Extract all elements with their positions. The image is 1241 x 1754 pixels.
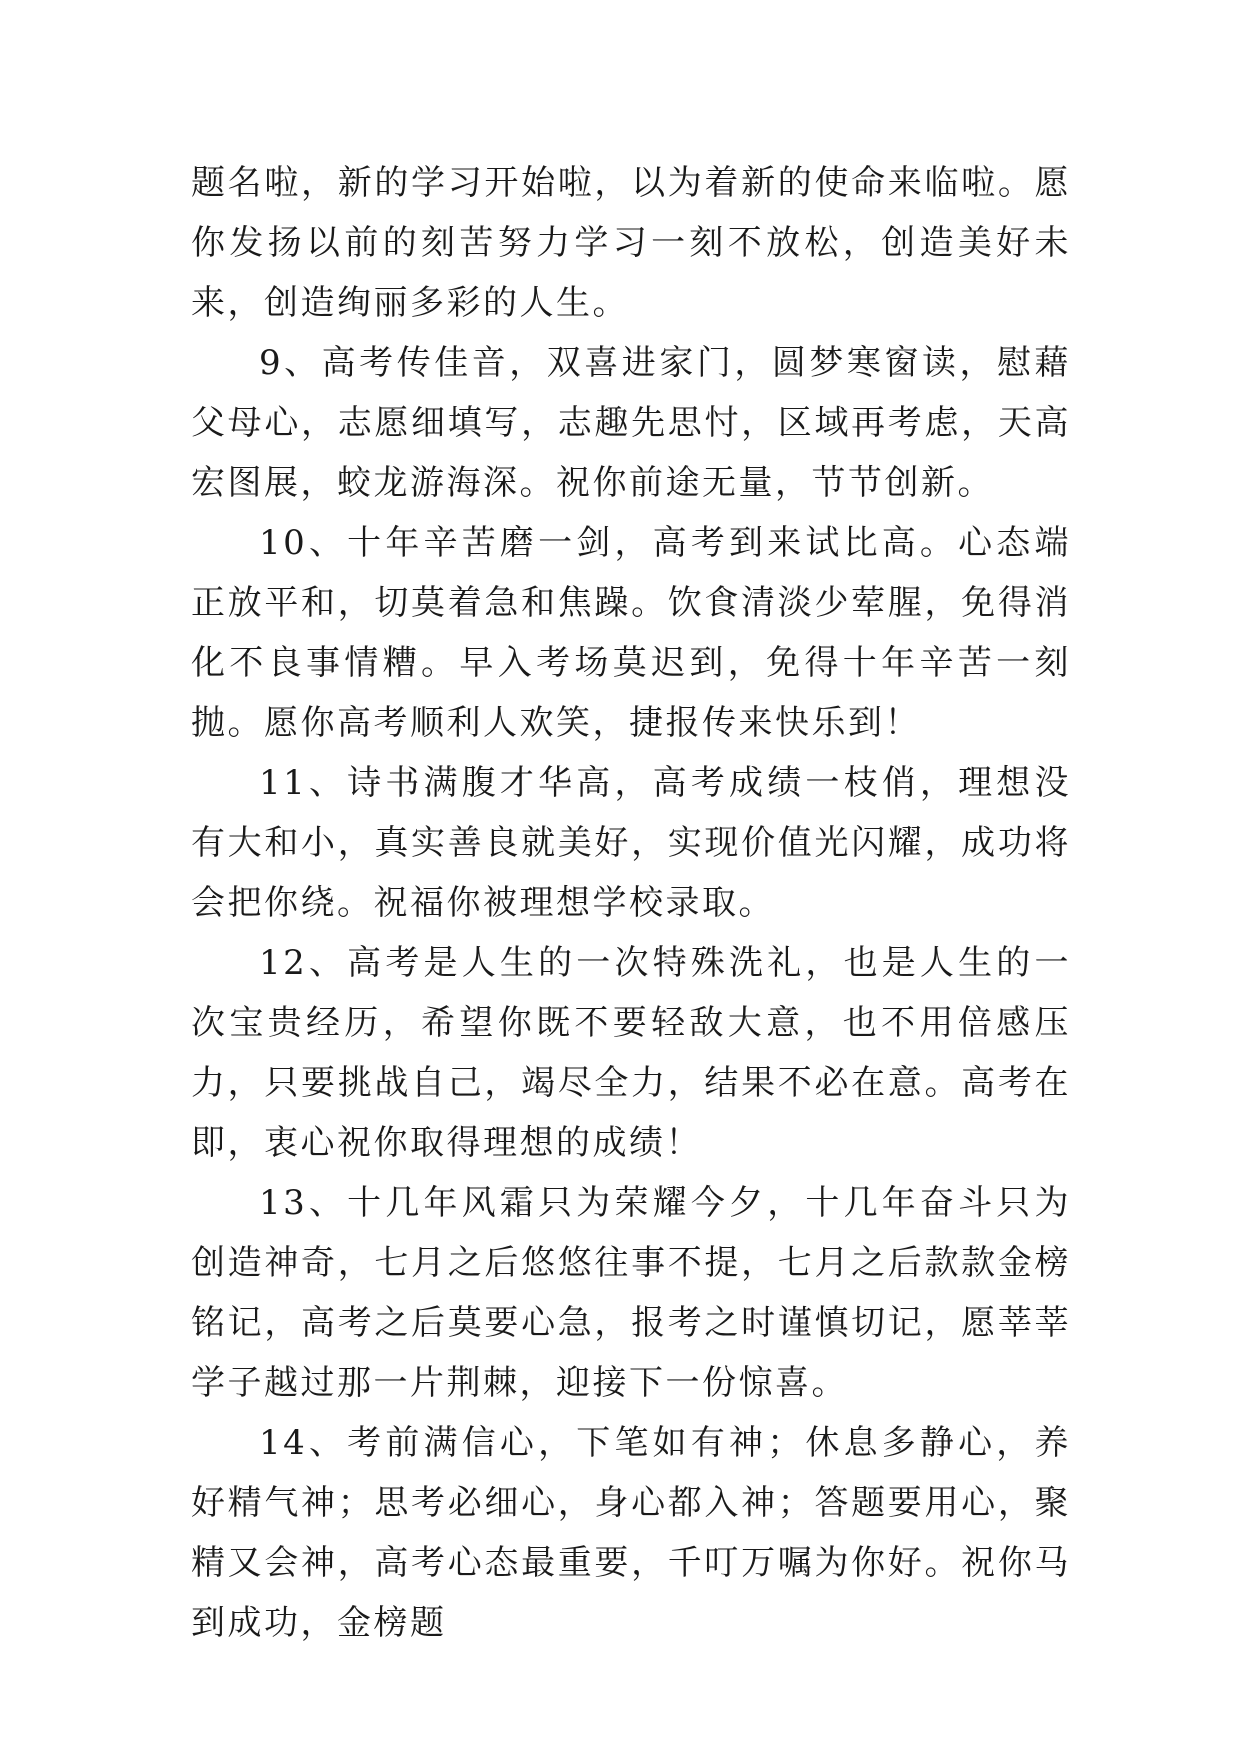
paragraph-14: 14、考前满信心，下笔如有神；休息多静心，养好精气神；思考必细心，身心都入神；答题要用心，聚精又会神，高考心态最重要，千叮万嘱为你好。祝你马到成功，金榜题 bbox=[191, 1423, 1071, 1643]
document-page bbox=[191, 153, 1071, 1653]
paragraph-10: 10、十年辛苦磨一剑，高考到来试比高。心态端正放平和，切莫着急和焦躁。饮食清淡少荤腥，免得消化不良事情糟。早入考场莫迟到，免得十年辛苦一刻抛。愿你高考顺利人欢笑，捷报传来快乐到！ bbox=[191, 523, 1071, 743]
paragraph-12: 12、高考是人生的一次特殊洗礼，也是人生的一次宝贵经历，希望你既不要轻敌大意，也不用倍感压力，只要挑战自己，竭尽全力，结果不必在意。高考在即，衷心祝你取得理想的成绩！ bbox=[191, 943, 1071, 1163]
paragraph-8-continued: 题名啦，新的学习开始啦，以为着新的使命来临啦。愿你发扬以前的刻苦努力学习一刻不放松，创造美好未来，创造绚丽多彩的人生。 bbox=[191, 163, 1071, 323]
paragraph-13: 13、十几年风霜只为荣耀今夕，十几年奋斗只为创造神奇，七月之后悠悠往事不提，七月之后款款金榜铭记，高考之后莫要心急，报考之时谨慎切记，愿莘莘学子越过那一片荆棘，迎接下一份惊喜。 bbox=[191, 1183, 1071, 1403]
paragraph-11: 11、诗书满腹才华高，高考成绩一枝俏，理想没有大和小，真实善良就美好，实现价值光闪耀，成功将会把你绕。祝福你被理想学校录取。 bbox=[191, 763, 1071, 923]
paragraph-9: 9、高考传佳音，双喜进家门，圆梦寒窗读，慰藉父母心，志愿细填写，志趣先思忖，区域再考虑，天高宏图展，蛟龙游海深。祝你前途无量，节节创新。 bbox=[191, 343, 1071, 503]
